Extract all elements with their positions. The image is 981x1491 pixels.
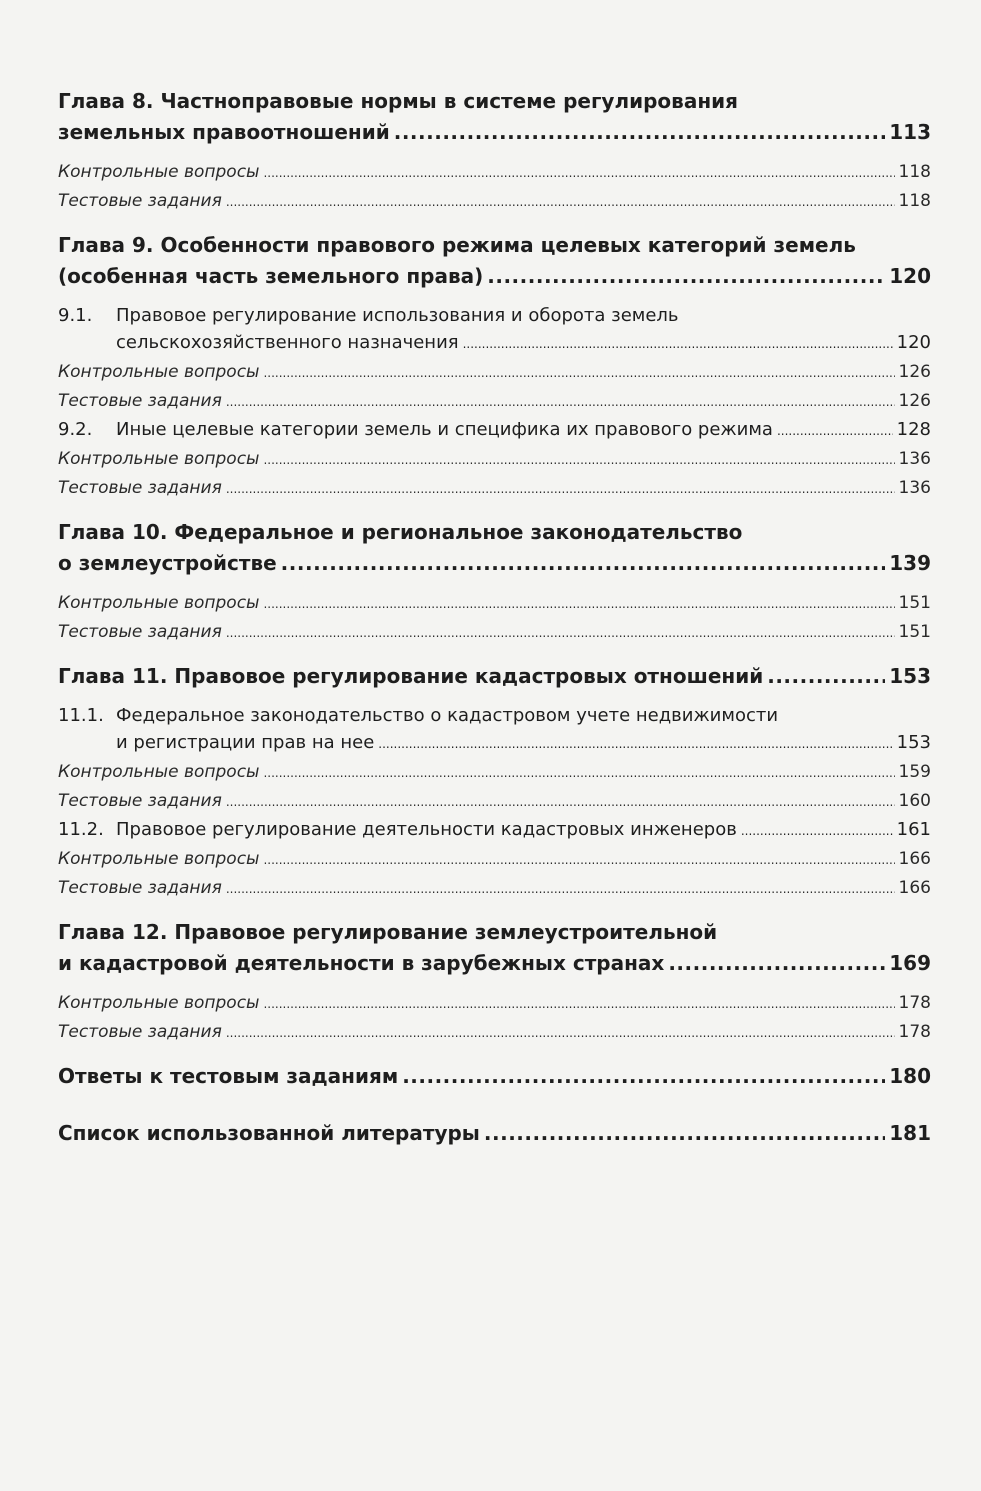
subentry-line[interactable] [58,845,931,874]
chapter-block [58,230,931,503]
subentry-line-text: Контрольные вопросы [58,849,260,869]
chapter-title-line-text: (особенная часть земельного права) [58,264,484,288]
dot-leader [281,548,886,579]
section-line-text: Правовое регулирование деятельности кадастровых инженеров [116,819,737,840]
subentry-line-text: Тестовые задания [58,1022,222,1042]
chapter-heading[interactable] [58,230,931,292]
page-number: 178 [898,993,931,1013]
subentry-line[interactable] [58,387,931,416]
page-number: 178 [898,1022,931,1042]
subentry-line-text: Контрольные вопросы [58,993,260,1013]
dot-leader [226,788,895,816]
chapter-block [58,917,931,1047]
subentry-line[interactable] [58,474,931,503]
subentry-line[interactable] [58,787,931,816]
chapter-title-line: Глава 9. Особенности правового режима целевых категорий земель [58,233,856,257]
dot-leader [484,1118,885,1149]
dot-leader [378,731,892,758]
dot-leader [668,948,885,979]
section-line-text: Федеральное законодательство о кадастровом учете недвижимости [116,705,779,726]
standalone-title[interactable] [58,1118,931,1149]
page-number: 118 [898,191,931,211]
chapter-block [58,86,931,216]
dot-leader [394,117,886,148]
subentry[interactable] [58,187,931,216]
subentry-line-text: Тестовые задания [58,878,222,898]
subentry-line-text: Контрольные вопросы [58,593,260,613]
subentry[interactable] [58,787,931,816]
dot-leader [263,359,894,387]
section-line[interactable] [58,416,931,445]
page-number: 153 [889,664,931,688]
subentry-line-text: Тестовые задания [58,622,222,642]
dot-leader [263,446,894,474]
subentry-line[interactable] [58,1018,931,1047]
page-number: 139 [889,551,931,575]
page-number: 136 [898,449,931,469]
chapter-title-line[interactable] [58,261,931,292]
subentry[interactable] [58,445,931,474]
subentry-line-text: Контрольные вопросы [58,362,260,382]
page-number: 128 [896,419,931,440]
section-number: 11.2. [58,819,104,840]
chapter-title-line: Глава 8. Частноправовые нормы в системе регулирования [58,89,738,113]
standalone-title-text: Ответы к тестовым заданиям [58,1064,399,1088]
dot-leader [263,846,894,874]
dot-leader [263,590,894,618]
page-number: 181 [889,1121,931,1145]
dot-leader [226,475,895,503]
chapter-title-line[interactable] [58,948,931,979]
subentry-line[interactable] [58,158,931,187]
subentry[interactable] [58,874,931,903]
subentry-line[interactable] [58,445,931,474]
page-number: 136 [898,478,931,498]
page-number: 113 [889,120,931,144]
chapter-heading[interactable] [58,517,931,579]
chapter-title-line-text: о землеустройстве [58,551,277,575]
dot-leader [767,661,885,692]
section-line [58,302,931,329]
dot-leader [263,159,894,187]
dot-leader [463,331,893,358]
subentry-line-text: Тестовые задания [58,478,222,498]
page-number: 151 [898,593,931,613]
subentry-line[interactable] [58,989,931,1018]
subentry-line-text: Контрольные вопросы [58,162,260,182]
chapter-title-line[interactable] [58,548,931,579]
subentry[interactable] [58,758,931,787]
page-number: 118 [898,162,931,182]
subentry-line[interactable] [58,618,931,647]
standalone-title[interactable] [58,1061,931,1092]
section-line [58,702,931,729]
page-number: 166 [898,878,931,898]
subentry-line[interactable] [58,874,931,903]
subentry[interactable] [58,474,931,503]
page-number: 180 [889,1064,931,1088]
page-number: 160 [898,791,931,811]
subentry[interactable] [58,158,931,187]
section-entry[interactable] [58,702,931,758]
dot-leader [226,1019,895,1047]
section-line-text: Правовое регулирование использования и оборота земель [116,305,679,326]
subentry[interactable] [58,358,931,387]
section-line[interactable] [58,329,931,358]
section-entry[interactable] [58,816,931,845]
chapter-title-line: Глава 12. Правовое регулирование землеустроительной [58,920,718,944]
section-number: 11.1. [58,705,104,726]
page-number: 151 [898,622,931,642]
section-number: 9.1. [58,305,93,326]
dot-leader [402,1061,885,1092]
section-line[interactable] [58,816,931,845]
subentry[interactable] [58,845,931,874]
subentry-line-text: Тестовые задания [58,791,222,811]
subentry[interactable] [58,1018,931,1047]
chapter-title-line: Глава 10. Федеральное и региональное законодательство [58,520,743,544]
chapter-title-line-text: Глава 11. Правовое регулирование кадастровых отношений [58,664,764,688]
dot-leader [226,619,895,647]
chapter-heading[interactable] [58,661,931,692]
page-number: 169 [889,951,931,975]
subentry[interactable] [58,387,931,416]
subentry-line-text: Контрольные вопросы [58,762,260,782]
page-number: 166 [898,849,931,869]
section-entry[interactable] [58,416,931,445]
subentry-line[interactable] [58,758,931,787]
section-line-text: сельскохозяйственного назначения [116,332,459,353]
subentry-line-text: Тестовые задания [58,391,222,411]
chapter-title-line[interactable] [58,117,931,148]
dot-leader [487,261,885,292]
page-number: 153 [896,732,931,753]
subentry-line[interactable] [58,358,931,387]
subentry-line[interactable] [58,589,931,618]
page-number: 126 [898,391,931,411]
page-number: 159 [898,762,931,782]
subentry-line-text: Контрольные вопросы [58,449,260,469]
page-number: 161 [896,819,931,840]
subentry[interactable] [58,618,931,647]
section-line[interactable] [58,729,931,758]
chapter-block [58,517,931,647]
page-number: 120 [896,332,931,353]
subentry[interactable] [58,589,931,618]
standalone-title-text: Список использованной литературы [58,1121,480,1145]
chapter-title-line[interactable] [58,661,931,692]
subentry-line[interactable] [58,187,931,216]
section-line-text: и регистрации прав на нее [116,732,375,753]
chapter-heading[interactable] [58,917,931,979]
dot-leader [226,875,895,903]
page-number: 120 [889,264,931,288]
chapter-title-line-text: и кадастровой деятельности в зарубежных странах [58,951,665,975]
subentry-line-text: Тестовые задания [58,191,222,211]
subentry[interactable] [58,989,931,1018]
chapter-title-line-text: земельных правоотношений [58,120,390,144]
dot-leader [226,388,895,416]
dot-leader [226,188,895,216]
section-entry[interactable] [58,302,931,358]
dot-leader [263,990,894,1018]
section-line-text: Иные целевые категории земель и специфика их правового режима [116,419,773,440]
standalone-heading[interactable] [58,1118,931,1149]
chapter-block [58,661,931,903]
table-of-contents [58,86,931,1175]
dot-leader [263,759,894,787]
section-number: 9.2. [58,419,93,440]
dot-leader [741,818,893,845]
standalone-heading[interactable] [58,1061,931,1092]
chapter-heading[interactable] [58,86,931,148]
dot-leader [777,418,893,445]
page-number: 126 [898,362,931,382]
